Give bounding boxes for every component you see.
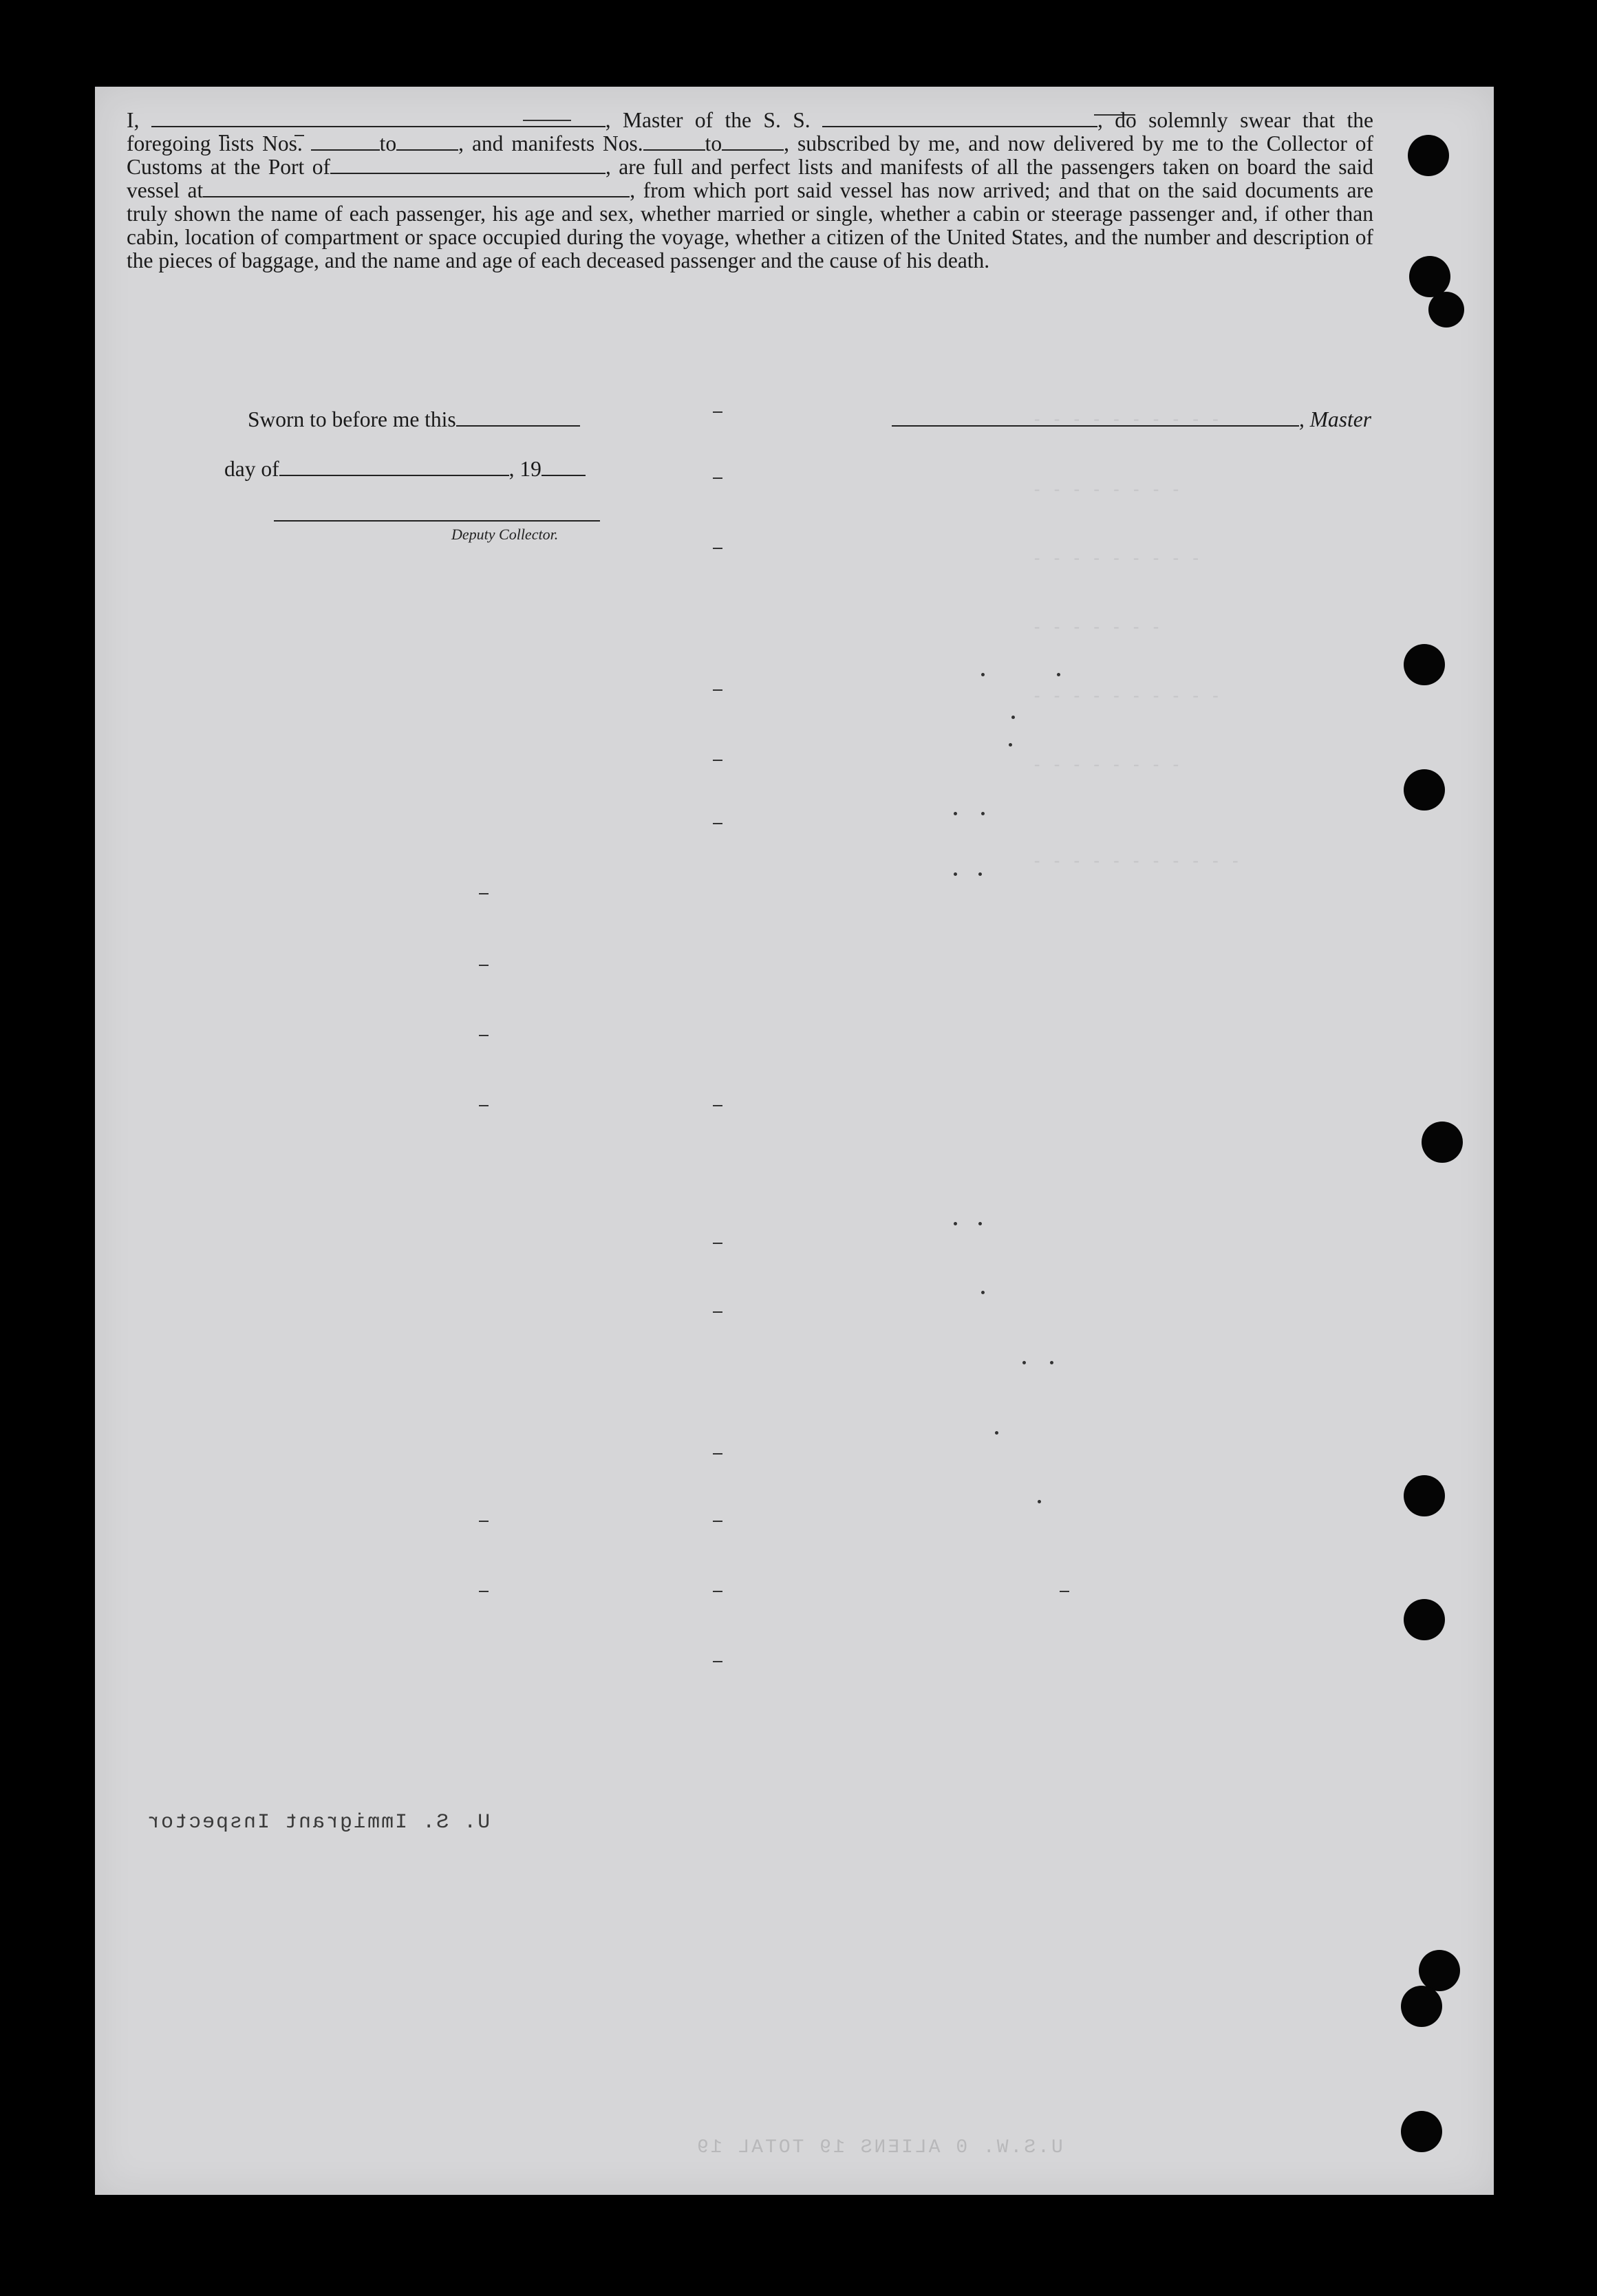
punch-hole: [1419, 1950, 1460, 1991]
punch-hole: [1404, 1599, 1445, 1640]
month-blank: [279, 460, 509, 476]
bleed-dot: [1009, 743, 1012, 747]
oath-part: , from which port said vessel has now arrived; and that on the said documents are truly shown the name of each passenger, his age and sex, whether married or single, whether a cabin or steerage passenger and, if other than cabin, location of compartment or space occupied during the voyage, whether a citizen of the United States, and the number and description of the pieces of baggage, and the name and age of each deceased passenger and the cause of his death.: [127, 178, 1373, 272]
year-blank: [542, 460, 586, 476]
year-label: , 19: [508, 457, 542, 481]
bleed-mark: [713, 689, 722, 691]
bleed-dot: [954, 1222, 957, 1225]
day-of-label: day of: [224, 457, 279, 481]
bleed-mark: [713, 1311, 722, 1313]
ghost-text: - - - - - - -: [1032, 619, 1161, 638]
manifests-to-blank: [722, 134, 784, 151]
sworn-day-blank: [456, 410, 580, 427]
port-blank: [330, 158, 605, 174]
oath-part: I,: [127, 108, 140, 132]
bleed-mark: [713, 823, 722, 824]
bleed-mark: [713, 1591, 722, 1592]
bleed-mark: [713, 548, 722, 549]
immigrant-inspector-stamp: U. S. Immigrant Inspector: [146, 1811, 491, 1834]
punch-hole: [1409, 256, 1450, 297]
bleed-mark: [713, 1243, 722, 1244]
deputy-signature-line: [274, 520, 600, 522]
bleed-mark: [713, 1105, 722, 1106]
master-text: , Master: [1299, 407, 1371, 431]
punch-hole: [1404, 769, 1445, 811]
oath-part: to: [379, 131, 397, 155]
bleed-dot: [1011, 716, 1015, 719]
ghost-text: - - - - - - - - -: [1032, 550, 1201, 569]
bleed-mark: [1060, 1591, 1069, 1592]
punch-hole: [1408, 135, 1449, 176]
bleed-dot: [954, 812, 957, 815]
punch-hole: [1404, 644, 1445, 685]
bleed-mark: [479, 1591, 489, 1592]
sworn-label: Sworn to before me this: [248, 407, 456, 431]
bleed-dot: [954, 872, 957, 876]
bleed-mark: [713, 760, 722, 761]
oath-part: to: [705, 131, 722, 155]
ghost-text: - - - - - - - - - -: [1032, 688, 1221, 707]
ghost-text: - - - - - - - -: [1032, 757, 1181, 775]
date-line: [224, 457, 586, 482]
bleed-mark: [479, 965, 489, 966]
punch-hole: [1428, 292, 1464, 328]
bleed-mark: [713, 1521, 722, 1522]
sworn-line: [248, 407, 580, 432]
punch-hole: [1422, 1122, 1463, 1163]
bleed-dot: [1022, 1361, 1026, 1364]
document-page: [95, 87, 1494, 2195]
lists-to-blank: [396, 134, 458, 151]
bleed-dot: [995, 1431, 998, 1435]
bleed-mark: [713, 1661, 722, 1662]
departure-port-blank: [203, 181, 630, 197]
master-name-blank: [151, 111, 605, 127]
bleed-dot: [1050, 1361, 1053, 1364]
oath-part: , do solemnly swear that the foregoing lists Nos.: [127, 108, 1374, 155]
oath-part: , subscribed by me, and now delivered by me to the Collector of Customs at the Port of: [127, 131, 1374, 179]
oath-part: , Master of the S. S.: [605, 108, 811, 132]
oath-part: , are full and perfect lists and manifests of all the passengers taken on board the said vessel at: [127, 155, 1374, 202]
punch-hole: [1401, 2111, 1442, 2152]
bleed-dot: [981, 1291, 985, 1294]
bleed-mark: [713, 478, 722, 479]
punch-hole: [1401, 1986, 1442, 2027]
ship-name-blank: [822, 111, 1097, 127]
punch-hole: [1404, 1475, 1445, 1516]
bleed-dot: [1057, 673, 1060, 676]
bleed-mark: [479, 893, 489, 894]
bleed-mark: [479, 1521, 489, 1522]
deputy-collector-label: Deputy Collector.: [451, 526, 559, 543]
bleed-dot: [1038, 1500, 1041, 1503]
oath-part: , and manifests Nos.: [458, 131, 643, 155]
ghost-text: - - - - - - - -: [1032, 482, 1181, 500]
bleed-dot: [978, 872, 982, 876]
master-label: [1299, 407, 1371, 432]
ghost-text: - - - - - - - - - - -: [1032, 853, 1241, 872]
bleed-dot: [978, 1222, 982, 1225]
oath-paragraph: [127, 109, 1373, 272]
lists-from-blank: [311, 134, 380, 151]
ghost-text: - - - - - - - - - -: [1032, 411, 1221, 430]
bleed-mark: [479, 1105, 489, 1106]
bleed-dot: [981, 812, 985, 815]
manifests-from-blank: [643, 134, 705, 151]
bottom-bleed-text: U.S.W. 0 ALIENS 19 TOTAL 19: [695, 2137, 1063, 2158]
bleed-mark: [713, 411, 722, 413]
bleed-dot: [981, 673, 985, 676]
bleed-mark: [479, 1035, 489, 1036]
bleed-mark: [713, 1453, 722, 1455]
